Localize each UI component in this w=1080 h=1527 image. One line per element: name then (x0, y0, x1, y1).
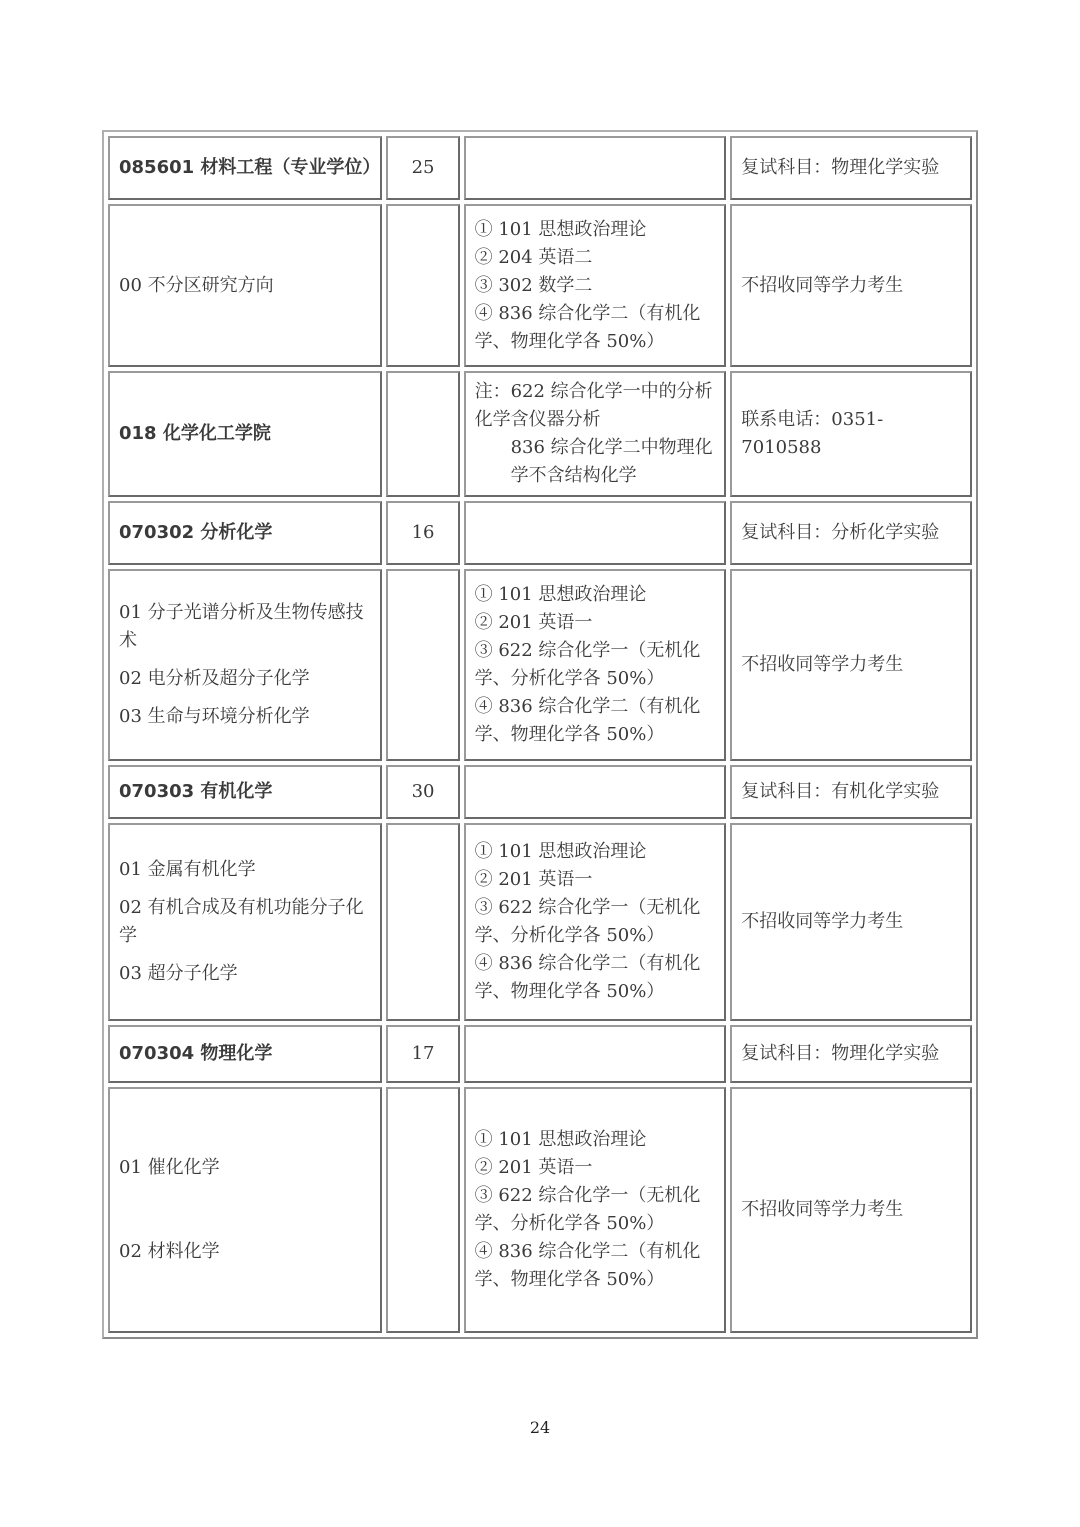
table-row (108, 569, 972, 761)
direction: 01 金属有机化学 (119, 859, 256, 880)
direction: 02 材料化学 (119, 1241, 220, 1262)
exam-subject: ② 201 英语一 (474, 1157, 593, 1178)
direction: 03 生命与环境分析化学 (119, 706, 310, 727)
table-row (108, 501, 972, 565)
exam-subject: ① 101 思想政治理论 (474, 841, 647, 862)
exam-subject: ① 101 思想政治理论 (474, 218, 647, 240)
quota (386, 823, 459, 1021)
quota (386, 371, 459, 497)
research-directions (108, 823, 382, 1021)
note-line: 836 综合化学二中物理化学不含结构化学 (510, 437, 713, 486)
quota (386, 204, 459, 367)
page-number: 24 (529, 1418, 551, 1437)
exam-subjects (464, 765, 727, 819)
quota: 16 (386, 501, 459, 565)
exam-subject: ① 101 思想政治理论 (474, 1129, 647, 1150)
exam-subject: ③ 622 综合化学一（无机化学、分析化学各 50%） (474, 897, 701, 946)
table-row (108, 204, 972, 367)
exam-subject: ① 101 思想政治理论 (474, 584, 647, 605)
remark: 不招收同等学力考生 (730, 204, 972, 367)
table-row (108, 1025, 972, 1083)
major-name: 085601 材料工程（专业学位） (108, 136, 382, 200)
exam-subject: ④ 836 综合化学二（有机化学、物理化学各 50%） (474, 302, 701, 352)
table-row (108, 765, 972, 819)
table-row (108, 136, 972, 200)
exam-subjects (464, 1025, 727, 1083)
direction: 03 超分子化学 (119, 963, 238, 984)
exam-subjects (464, 1087, 727, 1333)
exam-subjects (464, 136, 727, 200)
school-note (464, 371, 727, 497)
remark: 不招收同等学力考生 (730, 823, 972, 1021)
exam-subject: ④ 836 综合化学二（有机化学、物理化学各 50%） (474, 696, 701, 745)
retest-note: 复试科目：物理化学实验 (730, 1025, 972, 1083)
exam-subject: ④ 836 综合化学二（有机化学、物理化学各 50%） (474, 953, 701, 1002)
exam-subject: ② 201 英语一 (474, 612, 593, 633)
exam-subject: ③ 622 综合化学一（无机化学、分析化学各 50%） (474, 640, 701, 689)
direction: 01 催化化学 (119, 1157, 220, 1178)
table-row (108, 371, 972, 497)
remark: 不招收同等学力考生 (730, 569, 972, 761)
major-name: 070302 分析化学 (108, 501, 382, 565)
exam-subjects (464, 569, 727, 761)
school-name: 018 化学化工学院 (108, 371, 382, 497)
exam-subject: ③ 302 数学二 (474, 274, 593, 296)
retest-note: 复试科目：物理化学实验 (730, 136, 972, 200)
quota (386, 1087, 459, 1333)
exam-subjects (464, 501, 727, 565)
exam-subject: ③ 622 综合化学一（无机化学、分析化学各 50%） (474, 1185, 701, 1234)
exam-subjects (464, 823, 727, 1021)
exam-subject: ④ 836 综合化学二（有机化学、物理化学各 50%） (474, 1241, 701, 1290)
retest-note: 复试科目：分析化学实验 (730, 501, 972, 565)
exam-subject: ② 204 英语二 (474, 246, 593, 268)
admissions-table (102, 130, 978, 1339)
direction: 00 不分区研究方向 (119, 274, 274, 296)
direction: 02 有机合成及有机功能分子化学 (119, 897, 364, 946)
research-directions (108, 1087, 382, 1333)
direction: 02 电分析及超分子化学 (119, 668, 310, 689)
contact-phone: 联系电话：0351-7010588 (730, 371, 972, 497)
table-row (108, 823, 972, 1021)
table-row (108, 1087, 972, 1333)
exam-subject: ② 201 英语一 (474, 869, 593, 890)
major-name: 070304 物理化学 (108, 1025, 382, 1083)
quota: 30 (386, 765, 459, 819)
exam-subjects (464, 204, 727, 367)
quota: 25 (386, 136, 459, 200)
quota (386, 569, 459, 761)
quota: 17 (386, 1025, 459, 1083)
remark: 不招收同等学力考生 (730, 1087, 972, 1333)
retest-note: 复试科目：有机化学实验 (730, 765, 972, 819)
note-line: 注：622 综合化学一中的分析化学含仪器分析 (474, 381, 713, 430)
major-name: 070303 有机化学 (108, 765, 382, 819)
research-directions (108, 204, 382, 367)
research-directions (108, 569, 382, 761)
direction: 01 分子光谱分析及生物传感技术 (119, 602, 364, 651)
